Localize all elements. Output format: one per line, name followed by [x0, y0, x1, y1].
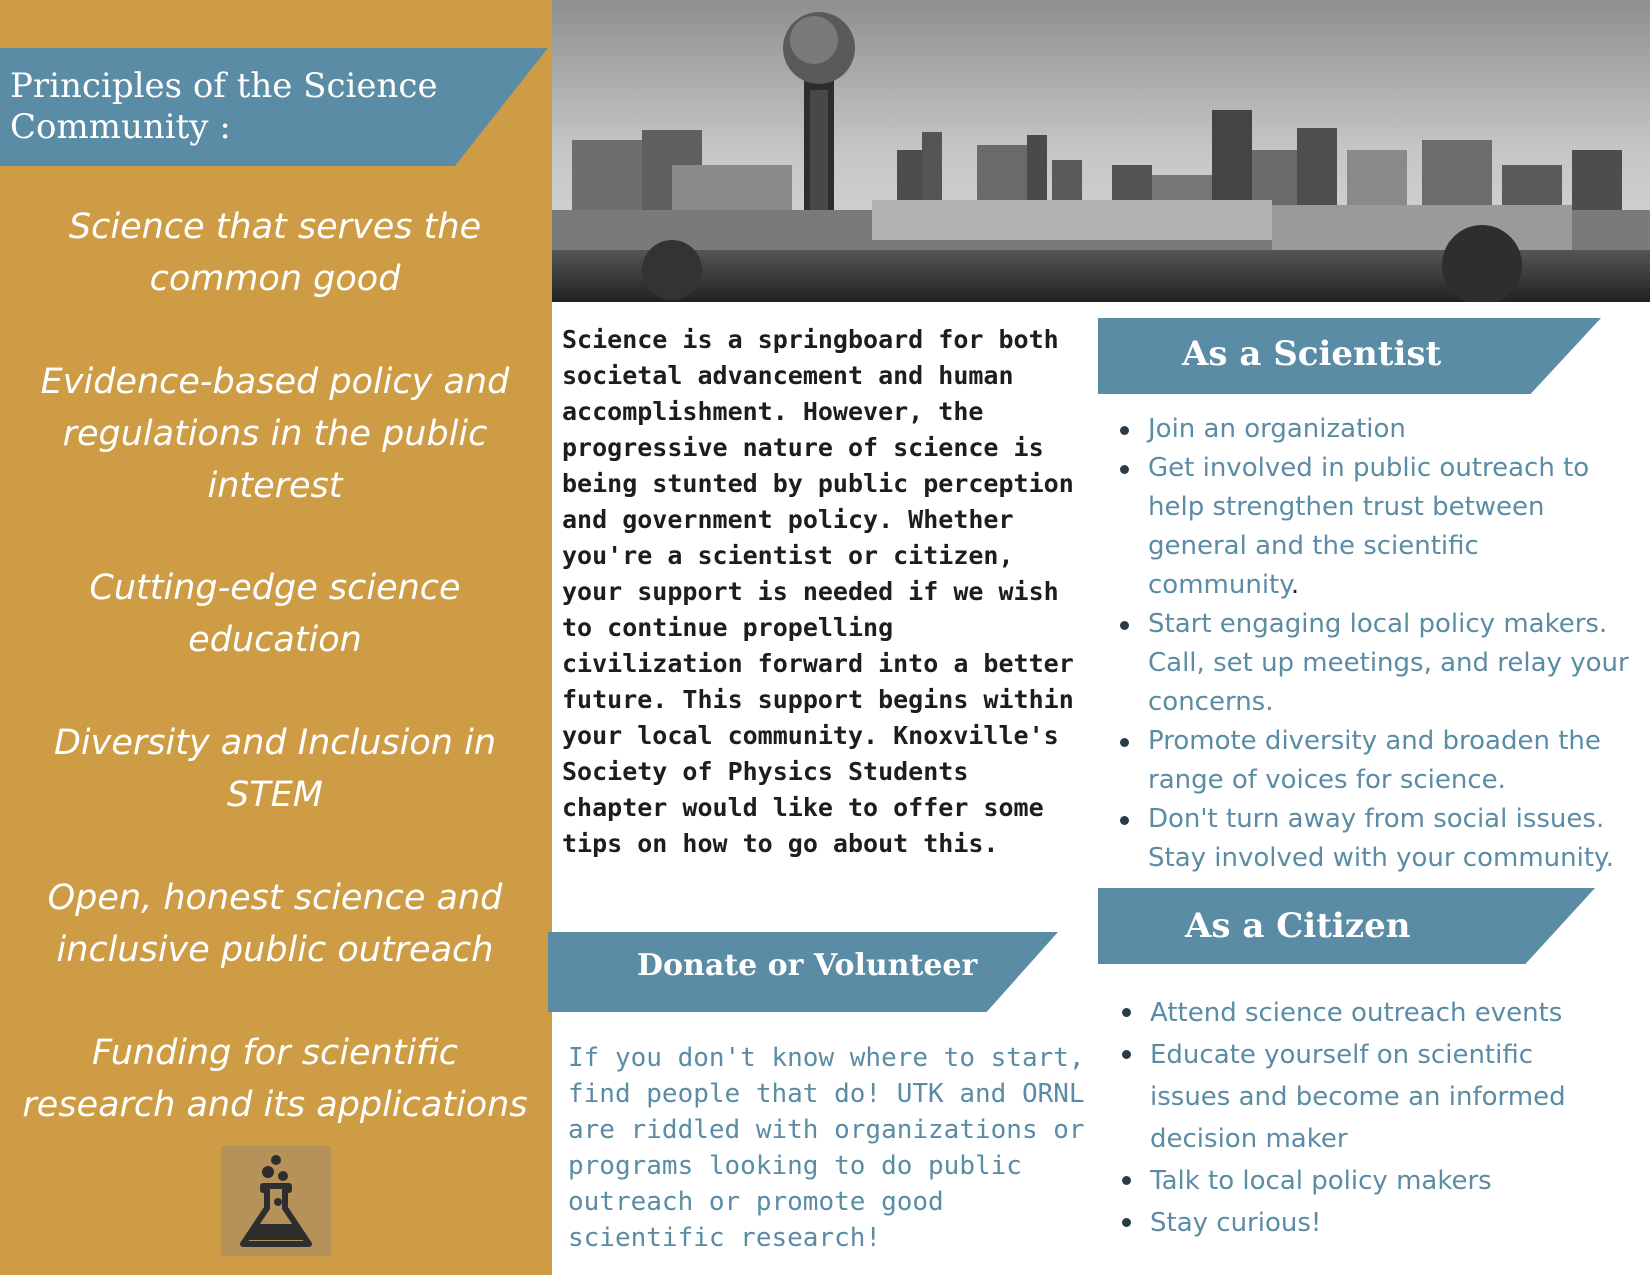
list-item	[1118, 605, 1638, 722]
list-item	[1118, 449, 1638, 605]
tip-text: Talk to local policy makers	[1150, 1166, 1492, 1196]
donate-title: Donate or Volunteer	[637, 948, 978, 983]
tip-text: Get involved in public outreach to help strengthen trust between general and the scientific community	[1148, 453, 1590, 600]
tip-text: Stay curious!	[1150, 1208, 1322, 1238]
flask-icon	[221, 1146, 331, 1256]
scientist-tips	[1118, 410, 1638, 878]
principle-item: Science that serves the common good	[68, 207, 482, 299]
principles-title: Principles of the Science Community :	[10, 66, 438, 147]
list-item	[1120, 1202, 1620, 1244]
tip-text: Attend science outreach events	[1150, 998, 1563, 1028]
list-item	[1118, 410, 1638, 449]
citizen-title: As a Citizen	[1185, 906, 1411, 946]
tip-suffix: .	[1290, 570, 1300, 600]
city-skyline-photo	[552, 0, 1650, 302]
donate-paragraph: If you don't know where to start, find people that do! UTK and ORNL are riddled with organizations or programs looking to do public outreach or promote good scientific research!	[568, 1043, 1085, 1253]
tip-text: Promote diversity and broaden the range of voices for science.	[1148, 726, 1601, 795]
list-item	[1118, 800, 1638, 878]
principle-item: Open, honest science and inclusive public outreach	[47, 878, 503, 970]
list-item	[1120, 1160, 1620, 1202]
list-item	[1120, 1034, 1620, 1160]
scientist-title: As a Scientist	[1182, 334, 1442, 374]
principle-item: Diversity and Inclusion in STEM	[53, 723, 497, 815]
tip-text: Join an organization	[1148, 414, 1406, 444]
principle-item: Evidence-based policy and regulations in the public interest	[40, 362, 510, 506]
principle-item: Cutting-edge science education	[89, 568, 461, 660]
principles-sidebar	[0, 0, 552, 1275]
intro-paragraph: Science is a springboard for both societal advancement and human accomplishment. However, the progressive nature of science is being stunted by public perception and government policy. Whether you're a scientist or citizen, your support is needed if we wish to continue propelling civilization forward into a better future. This support begins within your local community. Knoxville's Society of Physics Students chapter would like to offer some tips on how to go about this.	[562, 325, 1074, 858]
tip-text: Start engaging local policy makers. Call, set up meetings, and relay your concerns.	[1148, 609, 1629, 717]
list-item	[1120, 992, 1620, 1034]
list-item	[1118, 722, 1638, 800]
tip-text: Educate yourself on scientific issues and become an informed decision maker	[1150, 1040, 1566, 1154]
citizen-tips	[1120, 992, 1620, 1244]
tip-text: Don't turn away from social issues. Stay involved with your community.	[1148, 804, 1614, 873]
principle-item: Funding for scientific research and its applications	[22, 1033, 528, 1125]
